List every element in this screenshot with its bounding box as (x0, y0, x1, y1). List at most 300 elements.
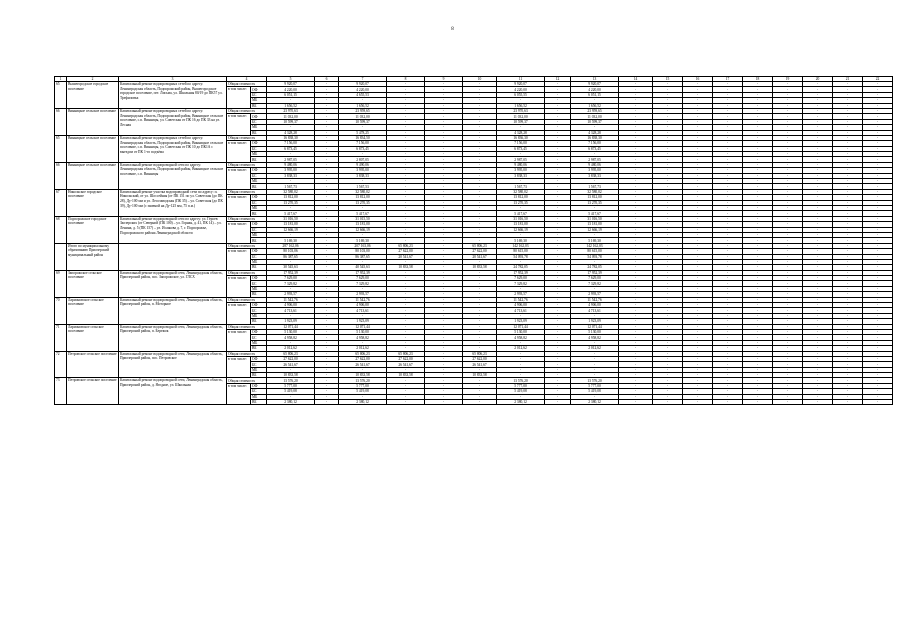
value-cell: - (387, 238, 425, 243)
value-cell: - (683, 270, 713, 275)
value-cell: - (683, 356, 713, 361)
value-cell: - (339, 340, 387, 345)
value-cell: - (315, 329, 339, 334)
value-cell: - (773, 276, 803, 281)
entry-number (55, 243, 67, 270)
value-cell: - (387, 340, 425, 345)
value-cell: 2 987,05 (497, 157, 545, 162)
value-cell: - (545, 389, 571, 394)
value-cell: - (713, 362, 743, 367)
value-cell: - (653, 216, 683, 221)
value-cell: 5 417,67 (497, 211, 545, 216)
value-cell: - (653, 222, 683, 227)
value-cell: - (425, 119, 463, 124)
value-cell: - (833, 319, 863, 324)
value-cell: - (571, 340, 619, 345)
value-cell: - (863, 205, 893, 210)
value-cell: - (743, 335, 773, 340)
value-cell: - (683, 87, 713, 92)
value-cell: - (863, 276, 893, 281)
value-cell: - (653, 362, 683, 367)
value-cell: - (497, 367, 545, 372)
value-cell: - (773, 351, 803, 356)
value-cell: - (545, 227, 571, 232)
value-cell: 20 541,67 (463, 254, 497, 259)
value-cell: 13 270,35 (339, 200, 387, 205)
object-description: Капитальный ремонт водопроводной сети по адресу: ул. Героев Заозерских (от Северной (ПК 100) – ул. Горная, д. 41, ПК 14) – ул. Ленина, д. 5 (ПК 157) – ул. Исаакова д. 7, г. Подпорожье, Подпорожского района Ленинградской области (119, 216, 227, 243)
value-cell: - (743, 146, 773, 151)
value-cell: 2 993,57 (571, 292, 619, 297)
value-cell: - (545, 329, 571, 334)
funding-source-code: ОФ (251, 114, 267, 119)
funding-source-code: БС (251, 173, 267, 178)
total-cost-label: Общая стоимость (227, 162, 267, 167)
value-cell: - (863, 346, 893, 351)
value-cell: - (803, 340, 833, 345)
value-cell: - (683, 211, 713, 216)
value-cell: - (571, 232, 619, 237)
value-cell: - (653, 146, 683, 151)
value-cell: - (387, 308, 425, 313)
value-cell: - (425, 276, 463, 281)
value-cell: - (545, 292, 571, 297)
value-cell: - (803, 249, 833, 254)
value-cell: - (571, 125, 619, 130)
value-cell: - (425, 82, 463, 87)
value-cell: 13 576,20 (267, 378, 315, 383)
value-cell: - (713, 152, 743, 157)
value-cell: - (387, 184, 425, 189)
value-cell: - (425, 292, 463, 297)
value-cell: - (863, 313, 893, 318)
value-cell: - (653, 82, 683, 87)
value-cell: - (833, 211, 863, 216)
value-cell: - (619, 200, 653, 205)
value-cell: - (653, 303, 683, 308)
value-cell: - (463, 346, 497, 351)
value-cell: 24 782,05 (497, 265, 545, 270)
value-cell: - (803, 211, 833, 216)
value-cell: 7 629,00 (267, 276, 315, 281)
value-cell: - (463, 119, 497, 124)
value-cell: - (713, 373, 743, 378)
value-cell: 23 959,65 (571, 108, 619, 113)
funding-source-code: ОФ (251, 383, 267, 388)
funding-source-code: МБ (251, 205, 267, 210)
value-cell: - (683, 125, 713, 130)
value-cell: - (863, 265, 893, 270)
value-cell: - (743, 216, 773, 221)
settlement-name: Вышегородское городское поселение (67, 82, 119, 109)
value-cell: 27 622,00 (387, 356, 425, 361)
value-cell: - (803, 383, 833, 388)
value-cell: - (545, 184, 571, 189)
value-cell: 86 387,65 (267, 254, 315, 259)
value-cell: - (833, 308, 863, 313)
value-cell: - (425, 168, 463, 173)
value-cell: - (315, 168, 339, 173)
value-cell: - (773, 243, 803, 248)
value-cell: - (683, 157, 713, 162)
column-number-header: 15 (653, 77, 683, 82)
value-cell: - (743, 232, 773, 237)
value-cell: - (863, 329, 893, 334)
value-cell: 30 545,63 (267, 265, 315, 270)
value-cell: 2 380,12 (339, 400, 387, 405)
value-cell: 13 181,00 (571, 222, 619, 227)
object-description: Капитальный ремонт участка водопроводной сети по адресу: п. Никольский, от ул. Шоссейная (от ПК 151 по ул. Советская (до ПК 28), Ду-100 мм и ул. Лесозаводская (ПК 35) – ул. Советская (до ПК 39), Ду-100 мм (с заменой на Ду-125 мм, 75 п.м.) (119, 189, 227, 216)
value-cell: - (743, 346, 773, 351)
value-cell: - (713, 87, 743, 92)
value-cell: - (743, 276, 773, 281)
entry-number: 69 (55, 270, 67, 297)
value-cell: - (545, 157, 571, 162)
value-cell: - (463, 135, 497, 140)
value-cell: - (387, 195, 425, 200)
value-cell: - (683, 205, 713, 210)
value-cell: - (863, 394, 893, 399)
value-cell: 32 580,02 (571, 189, 619, 194)
value-cell: - (803, 146, 833, 151)
entry-number: 68 (55, 216, 67, 243)
value-cell: - (619, 168, 653, 173)
value-cell: - (315, 92, 339, 97)
value-cell: - (683, 276, 713, 281)
value-cell: - (425, 179, 463, 184)
value-cell: - (773, 362, 803, 367)
object-description: Капитальный ремонт водопроводных сетей по адресу: Ленинградская область, Подпорожский район, Вышегородское городское поселение, пгт. Лисьма, ул. Школьная 80/19 до ПК57 ул. Трефиловка (119, 82, 227, 109)
value-cell: - (315, 98, 339, 103)
value-cell: - (425, 373, 463, 378)
value-cell: - (619, 98, 653, 103)
value-cell: - (545, 297, 571, 302)
value-cell: - (803, 82, 833, 87)
value-cell: 32 580,02 (497, 189, 545, 194)
value-cell: 9 920,07 (497, 82, 545, 87)
value-cell: - (619, 324, 653, 329)
total-cost-label: Общая стоимость (227, 216, 267, 221)
value-cell: 4 958,82 (497, 335, 545, 340)
value-cell: - (387, 87, 425, 92)
value-cell: - (863, 281, 893, 286)
value-cell: 13 812,00 (571, 195, 619, 200)
object-description: Капитальный ремонт водопроводной сети, Ленинградская область, Приозерский район, п. Бережок (119, 324, 227, 351)
value-cell: - (545, 351, 571, 356)
value-cell: - (833, 383, 863, 388)
value-cell: - (713, 108, 743, 113)
value-cell: - (387, 205, 425, 210)
value-cell: - (545, 82, 571, 87)
value-cell: - (425, 254, 463, 259)
value-cell: - (863, 356, 893, 361)
value-cell: - (773, 200, 803, 205)
value-cell: - (803, 394, 833, 399)
value-cell: - (863, 292, 893, 297)
value-cell: - (545, 254, 571, 259)
value-cell: 31 016,50 (571, 216, 619, 221)
value-cell: - (545, 125, 571, 130)
value-cell: 80 615,00 (571, 249, 619, 254)
value-cell: - (545, 179, 571, 184)
value-cell: - (463, 367, 497, 372)
value-cell: - (425, 362, 463, 367)
value-cell: - (773, 281, 803, 286)
value-cell: 13 270,35 (497, 200, 545, 205)
value-cell: - (339, 125, 387, 130)
value-cell: - (545, 119, 571, 124)
value-cell: - (425, 281, 463, 286)
value-cell: 23 959,65 (339, 108, 387, 113)
value-cell: - (463, 276, 497, 281)
value-cell: - (833, 103, 863, 108)
value-cell: - (863, 125, 893, 130)
value-cell: - (803, 98, 833, 103)
value-cell: 4 906,00 (267, 303, 315, 308)
funding-source-code: ВБ (251, 319, 267, 324)
value-cell: - (315, 135, 339, 140)
value-cell: - (425, 200, 463, 205)
value-cell: - (773, 205, 803, 210)
value-cell: - (425, 265, 463, 270)
value-cell: - (619, 125, 653, 130)
value-cell: - (545, 146, 571, 151)
value-cell: - (803, 130, 833, 135)
value-cell: - (743, 319, 773, 324)
value-cell: - (497, 232, 545, 237)
funding-source-code: ВБ (251, 292, 267, 297)
value-cell: - (803, 243, 833, 248)
value-cell: - (463, 292, 497, 297)
value-cell: - (653, 87, 683, 92)
value-cell: - (803, 103, 833, 108)
value-cell: - (315, 216, 339, 221)
value-cell: - (863, 168, 893, 173)
value-cell: - (803, 135, 833, 140)
value-cell: - (497, 373, 545, 378)
value-cell: - (425, 157, 463, 162)
value-cell: - (653, 195, 683, 200)
value-cell: - (545, 313, 571, 318)
value-cell: - (619, 114, 653, 119)
value-cell: 207 163,06 (339, 243, 387, 248)
value-cell: - (571, 356, 619, 361)
value-cell: - (863, 211, 893, 216)
value-cell: - (425, 286, 463, 291)
value-cell: 5 130,00 (267, 329, 315, 334)
value-cell: 5 419,08 (267, 389, 315, 394)
value-cell: 10 599,37 (571, 119, 619, 124)
value-cell: - (683, 308, 713, 313)
value-cell: - (833, 340, 863, 345)
value-cell: - (315, 265, 339, 270)
value-cell: 32 580,02 (339, 189, 387, 194)
value-cell: 11 032,00 (497, 114, 545, 119)
value-cell: - (803, 114, 833, 119)
value-cell: - (267, 286, 315, 291)
value-cell: - (545, 232, 571, 237)
value-cell: 7 329,82 (497, 281, 545, 286)
value-cell: - (743, 222, 773, 227)
value-cell: - (743, 98, 773, 103)
value-cell: - (463, 216, 497, 221)
value-cell: - (653, 227, 683, 232)
value-cell: 7 629,00 (339, 276, 387, 281)
settlement-name: Запорожское сельское поселение (67, 270, 119, 297)
value-cell: - (713, 114, 743, 119)
split-label: в том числе: (227, 195, 251, 217)
value-cell: 5 777,00 (267, 383, 315, 388)
value-cell: 9 920,07 (267, 82, 315, 87)
value-cell: - (863, 303, 893, 308)
value-cell: - (683, 329, 713, 334)
value-cell: 6 055,55 (497, 92, 545, 97)
settlement-name: Петровское сельское поселение (67, 351, 119, 378)
value-cell: - (545, 362, 571, 367)
value-cell: 9 920,07 (571, 82, 619, 87)
value-cell: - (425, 367, 463, 372)
value-cell: - (773, 103, 803, 108)
value-cell: - (773, 367, 803, 372)
value-cell: - (463, 205, 497, 210)
value-cell: 5 777,00 (339, 383, 387, 388)
value-cell: 16 838,30 (571, 135, 619, 140)
value-cell: 11 032,00 (339, 114, 387, 119)
value-cell: - (803, 324, 833, 329)
value-cell: - (683, 400, 713, 405)
value-cell: - (425, 259, 463, 264)
value-cell: - (619, 367, 653, 372)
value-cell: 3 995,00 (267, 168, 315, 173)
split-label: в том числе: (227, 249, 251, 271)
value-cell: 7 629,00 (571, 276, 619, 281)
value-cell: - (773, 373, 803, 378)
value-cell: - (713, 146, 743, 151)
value-cell: - (619, 108, 653, 113)
value-cell: - (803, 373, 833, 378)
value-cell: 7 329,82 (571, 281, 619, 286)
value-cell: - (803, 254, 833, 259)
value-cell: - (463, 400, 497, 405)
column-number-header: 19 (773, 77, 803, 82)
value-cell: - (833, 335, 863, 340)
value-cell: - (545, 286, 571, 291)
value-cell: - (743, 324, 773, 329)
value-cell: - (425, 141, 463, 146)
value-cell: - (683, 189, 713, 194)
value-cell: - (387, 335, 425, 340)
value-cell: 5 777,00 (571, 383, 619, 388)
value-cell: - (773, 119, 803, 124)
value-cell: - (833, 286, 863, 291)
value-cell: - (713, 292, 743, 297)
value-cell: 13 181,00 (267, 222, 315, 227)
value-cell: - (863, 378, 893, 383)
value-cell: - (387, 135, 425, 140)
value-cell: - (425, 227, 463, 232)
value-cell: - (315, 367, 339, 372)
value-cell: - (619, 297, 653, 302)
value-cell: - (773, 400, 803, 405)
value-cell: 1 656,52 (571, 103, 619, 108)
value-cell: - (425, 216, 463, 221)
value-cell: - (683, 238, 713, 243)
total-cost-label: Общая стоимость (227, 270, 267, 275)
value-cell: - (619, 319, 653, 324)
value-cell: - (653, 232, 683, 237)
value-cell: - (545, 243, 571, 248)
value-cell: 26 541,67 (463, 362, 497, 367)
value-cell: - (833, 292, 863, 297)
value-cell: 7 156,00 (497, 141, 545, 146)
value-cell: - (619, 205, 653, 210)
funding-source-code: ОФ (251, 195, 267, 200)
value-cell: - (833, 297, 863, 302)
value-cell: - (743, 378, 773, 383)
value-cell: - (713, 270, 743, 275)
value-cell: - (803, 400, 833, 405)
value-cell: - (743, 329, 773, 334)
value-cell: - (463, 125, 497, 130)
value-cell: - (425, 238, 463, 243)
total-cost-label: Общая стоимость (227, 378, 267, 383)
funding-source-code: ВБ (251, 157, 267, 162)
column-number-header: 12 (545, 77, 571, 82)
funding-source-code: ОФ (251, 276, 267, 281)
split-label: в том числе: (227, 87, 251, 109)
value-cell: - (387, 378, 425, 383)
value-cell: - (315, 308, 339, 313)
value-cell: - (571, 205, 619, 210)
value-cell: - (425, 87, 463, 92)
value-cell: 6 873,45 (339, 146, 387, 151)
value-cell: - (387, 313, 425, 318)
value-cell: - (545, 303, 571, 308)
value-cell: 80 103,06 (267, 249, 315, 254)
value-cell: - (545, 356, 571, 361)
value-cell: 65 806,23 (267, 351, 315, 356)
value-cell: - (619, 394, 653, 399)
value-cell: - (463, 286, 497, 291)
value-cell: - (833, 157, 863, 162)
value-cell: - (425, 394, 463, 399)
value-cell: 5 417,67 (571, 211, 619, 216)
total-cost-label: Общая стоимость (227, 82, 267, 87)
column-number-header: 13 (571, 77, 619, 82)
funding-source-code: МБ (251, 232, 267, 237)
funding-source-code: ОФ (251, 303, 267, 308)
value-cell: 5 169,30 (267, 238, 315, 243)
value-cell: - (833, 324, 863, 329)
value-cell: - (315, 211, 339, 216)
settlement-name: Винницкое сельское поселение (67, 108, 119, 135)
value-cell: - (463, 303, 497, 308)
value-cell: - (387, 259, 425, 264)
value-cell: 1 567,73 (267, 184, 315, 189)
value-cell: - (267, 179, 315, 184)
funding-source-code: ОФ (251, 356, 267, 361)
value-cell: - (713, 303, 743, 308)
value-cell: - (743, 367, 773, 372)
value-cell: - (545, 103, 571, 108)
value-cell: 7 156,00 (267, 141, 315, 146)
value-cell: - (683, 324, 713, 329)
value-cell: - (833, 249, 863, 254)
value-cell: - (683, 367, 713, 372)
value-cell: 7 629,00 (497, 276, 545, 281)
value-cell: - (773, 189, 803, 194)
value-cell: - (267, 367, 315, 372)
value-cell: - (803, 216, 833, 221)
